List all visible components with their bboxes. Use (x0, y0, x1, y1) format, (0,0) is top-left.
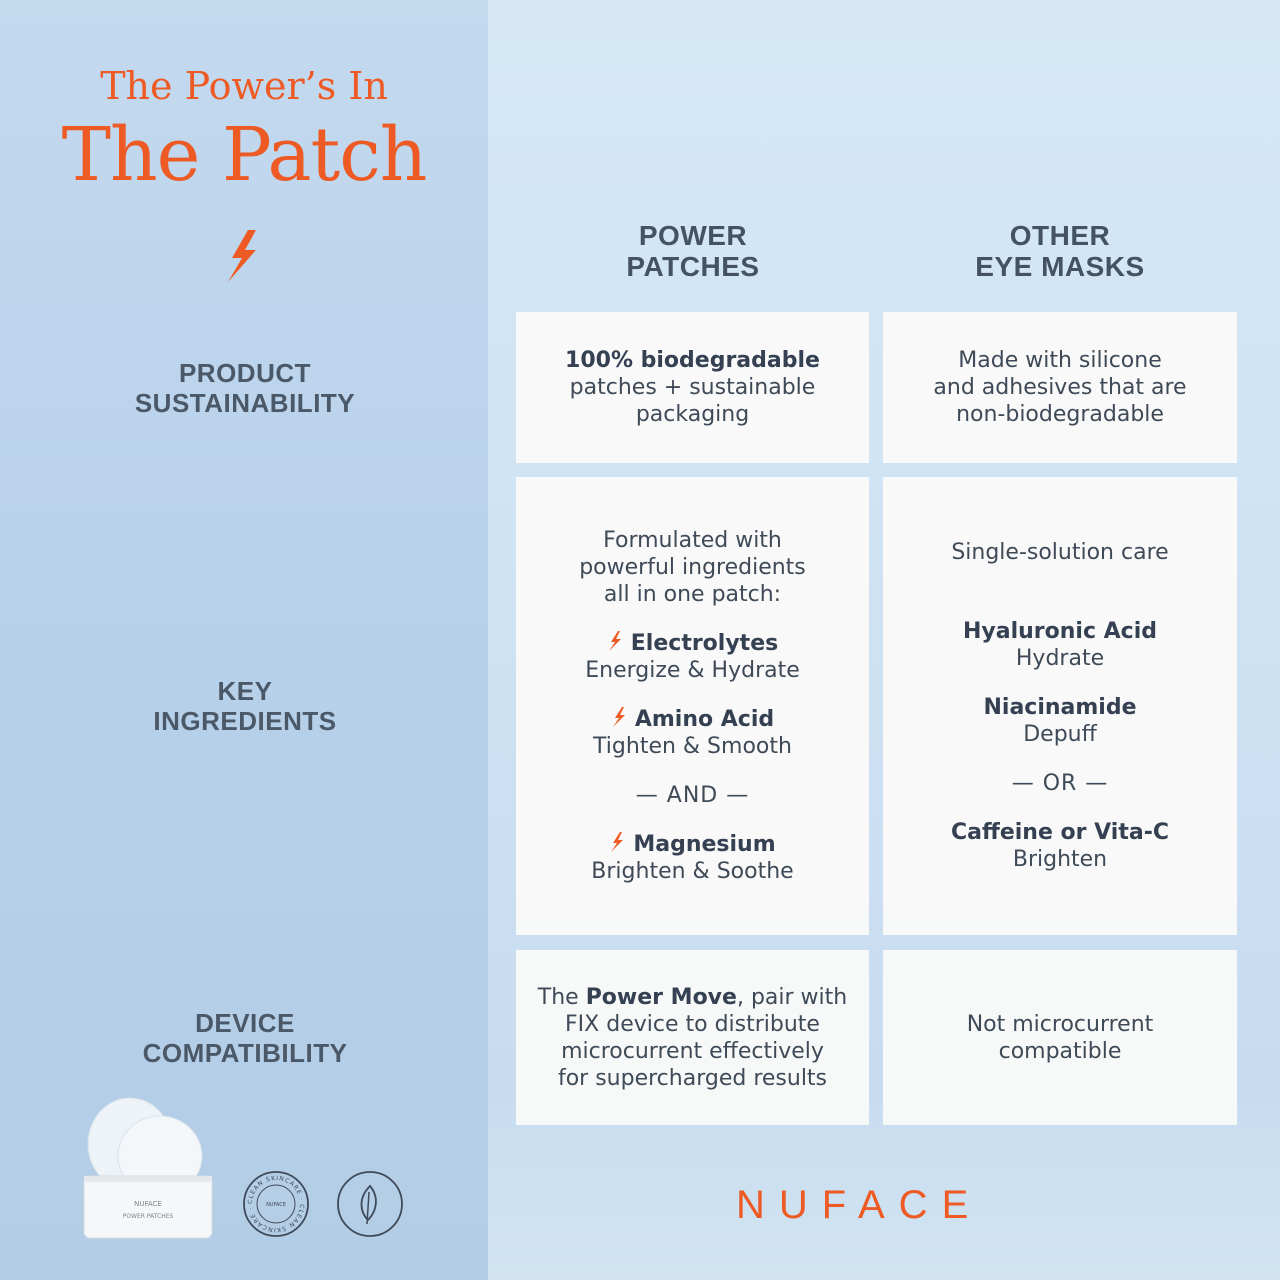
row-label-sustainability (40, 358, 450, 418)
row-label-line: COMPATIBILITY (142, 1038, 348, 1068)
card-device-other (883, 950, 1237, 1125)
card-text: Single-solution care (951, 540, 1169, 565)
ingredient-name (607, 630, 778, 657)
badge-ring-text: CLEAN SKINCARE · CLEAN SKINCARE · (246, 1174, 306, 1234)
column-header-line: OTHER (1009, 220, 1111, 251)
ingredient-name-text: Amino Acid (634, 707, 775, 732)
ingredient-name: Hyaluronic Acid (962, 619, 1158, 644)
card-text: powerful ingredients (579, 555, 806, 580)
divider-text: — AND — (635, 783, 750, 808)
divider-text: — OR — (1011, 771, 1109, 796)
card-ingredients-other (883, 477, 1237, 935)
column-header-power-patches (516, 220, 870, 282)
row-label-ingredients (40, 676, 450, 736)
card-text-mixed (538, 984, 847, 1011)
card-text: patches + sustainable (569, 375, 816, 400)
column-header-line: EYE MASKS (975, 251, 1145, 282)
card-text: Formulated with (603, 528, 782, 553)
ingredient-benefit: Energize & Hydrate (585, 658, 800, 683)
lightning-bolt-icon (609, 831, 625, 853)
column-header-line: PATCHES (626, 251, 760, 282)
ingredient-name-text: Magnesium (633, 832, 776, 857)
ingredient-name (609, 831, 775, 858)
card-text: compatible (998, 1038, 1122, 1064)
nuface-logo (736, 1180, 998, 1230)
card-text: non-biodegradable (956, 402, 1164, 427)
ingredient-benefit: Hydrate (1015, 646, 1105, 671)
row-label-line: PRODUCT (178, 358, 312, 388)
lightning-bolt-icon (611, 706, 627, 728)
logo-text: NUFACE (736, 1183, 983, 1227)
clean-skincare-badge-icon (242, 1170, 310, 1238)
card-text-bold: Power Move (585, 984, 737, 1010)
headline-small: The Power’s In (100, 64, 388, 108)
card-text: Made with silicone (958, 348, 1162, 373)
ingredient-name: Niacinamide (983, 695, 1137, 720)
card-sustainability-power (516, 312, 869, 463)
card-device-power (516, 950, 869, 1125)
jar-label-product: POWER PATCHES (122, 1213, 174, 1220)
ingredient-benefit: Brighten (1012, 847, 1108, 872)
card-text: all in one patch: (603, 582, 782, 607)
card-ingredients-power (516, 477, 869, 935)
lightning-bolt-icon (222, 228, 262, 284)
row-label-line: KEY (217, 676, 273, 706)
card-text: microcurrent effectively (561, 1038, 824, 1064)
row-label-line: DEVICE (195, 1008, 295, 1038)
card-text: FIX device to distribute (565, 1011, 820, 1037)
ingredient-benefit: Depuff (1023, 722, 1097, 747)
ingredient-name-text: Electrolytes (630, 631, 779, 656)
product-jar-image (80, 1094, 216, 1244)
badge-center-text: NUFACE (266, 1202, 286, 1208)
row-label-line: INGREDIENTS (153, 706, 337, 736)
jar-label-brand: NUFACE (134, 1200, 162, 1208)
column-header-line: POWER (638, 220, 748, 251)
card-sustainability-other (883, 312, 1237, 463)
ingredient-benefit: Tighten & Smooth (593, 734, 792, 759)
card-text: The (537, 984, 586, 1010)
card-text: , pair with (736, 984, 848, 1010)
card-text: Not microcurrent (966, 1011, 1154, 1037)
headline-large: The Patch (61, 112, 427, 198)
row-label-device (40, 1008, 450, 1068)
card-text: packaging (635, 402, 750, 427)
ingredient-name (611, 706, 774, 733)
column-header-other-masks (883, 220, 1237, 282)
leaf-badge-icon (336, 1170, 404, 1238)
ingredient-name: Caffeine or Vita-C (951, 820, 1169, 845)
card-text: and adhesives that are (933, 375, 1187, 400)
row-label-line: SUSTAINABILITY (134, 388, 356, 418)
card-text-bold: 100% biodegradable (565, 348, 820, 373)
ingredient-benefit: Brighten & Soothe (591, 859, 794, 884)
card-text: for supercharged results (557, 1065, 828, 1091)
lightning-bolt-icon (607, 630, 623, 652)
